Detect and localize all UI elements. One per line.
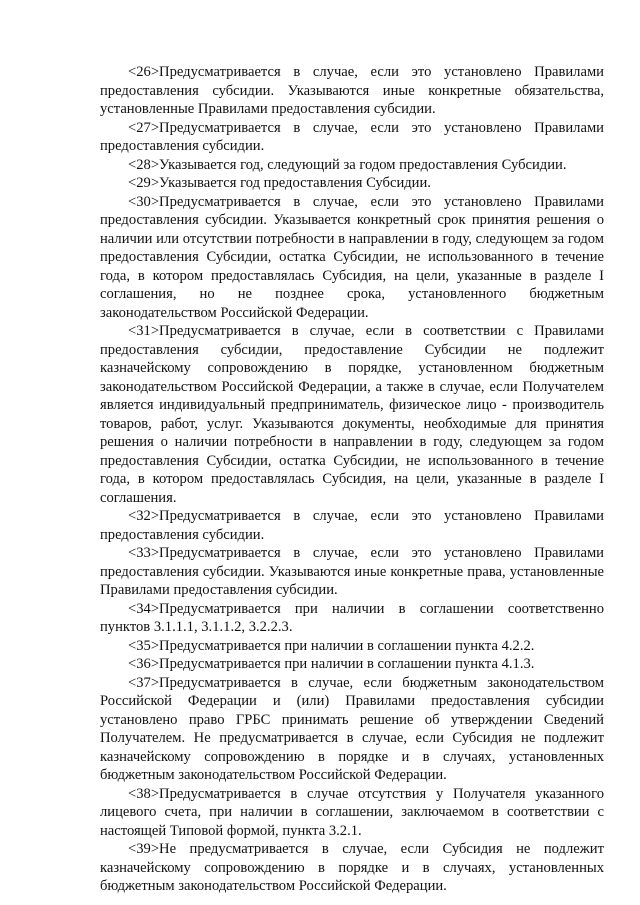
footnote-32: <32>Предусматривается в случае, если это установлено Правилами предоставления субсидии. (100, 508, 604, 543)
footnote-34: <34>Предусматривается при наличии в соглашении соответственно пунктов 3.1.1.1, 3.1.1.2, 3.2.2.3. (100, 600, 604, 635)
footnote-39: <39>Не предусматривается в случае, если Субсидия не подлежит казначейскому сопровождению в порядке и в случаях, установленных бюджетным законодательством Российской Федерации. (100, 841, 604, 894)
footnote-38: <38>Предусматривается в случае отсутствия у Получателя указанного лицевого счета, при наличии в соглашении, заключаемом в соответствии с настоящей Типовой формой, пункта 3.2.1. (100, 785, 604, 839)
footnote-28: <28>Указывается год, следующий за годом предоставления Субсидии. (128, 156, 567, 173)
footnote-31: <31>Предусматривается в случае, если в соответствии с Правилами предоставления субсидии, предоставление Субсидии не подлежит казначейскому сопровождению в порядке, установленном бюджетным законодательством Российской Федерации, а также в случае, если Получателем является индивидуальный предприниматель, физическое лицо - производитель товаров, работ, услуг. Указываются документы, необходимые для принятия решения о наличии потребности в направлении в году, следующем за годом предоставления Субсидии, остатка Субсидии, не использованного в течение года, в котором предоставлялась Субсидия, на цели, указанные в разделе I соглашения. (100, 323, 604, 506)
footnote-37: <37>Предусматривается в случае, если бюджетным законодательством Российской Федерации и (или) Правилами предоставления субсидии установлено право ГРБС принимать решение об утверждении Сведений Получателем. Не предусматривается в случае, если Субсидия не подлежит казначейскому сопровождению в порядке и в случаях, установленных бюджетным законодательством Российской Федерации. (100, 674, 604, 783)
footnote-29: <29>Указывается год предоставления Субсидии. (128, 175, 431, 191)
footnote-26: <26>Предусматривается в случае, если это установлено Правилами предоставления субсидии. Указываются иные конкретные обязательства, установленные Правилами предоставления субсидии. (100, 64, 604, 117)
footnote-35: <35>Предусматривается при наличии в соглашении пункта 4.2.2. (128, 637, 535, 654)
footnote-33: <33>Предусматривается в случае, если это установлено Правилами предоставления субсидии. Указываются иные конкретные права, установленные Правилами предоставления субсидии. (100, 545, 604, 598)
footnote-27: <27>Предусматривается в случае, если это установлено Правилами предоставления субсидии. (100, 119, 604, 154)
footnote-30: <30>Предусматривается в случае, если это установлено Правилами предоставления субсидии. Указывается конкретный срок принятия решения о наличии или отсутствии потребности в направлении в году, следующем за годом предоставления Субсидии, остатка Субсидии, не использованного в течение года, в котором предоставлялась Субсидия, на цели, указанные в разделе I соглашения, но не позднее срока, установленного бюджетным законодательством Российской Федерации. (100, 193, 604, 321)
footnote-36: <36>Предусматривается при наличии в соглашении пункта 4.1.3. (128, 656, 535, 672)
